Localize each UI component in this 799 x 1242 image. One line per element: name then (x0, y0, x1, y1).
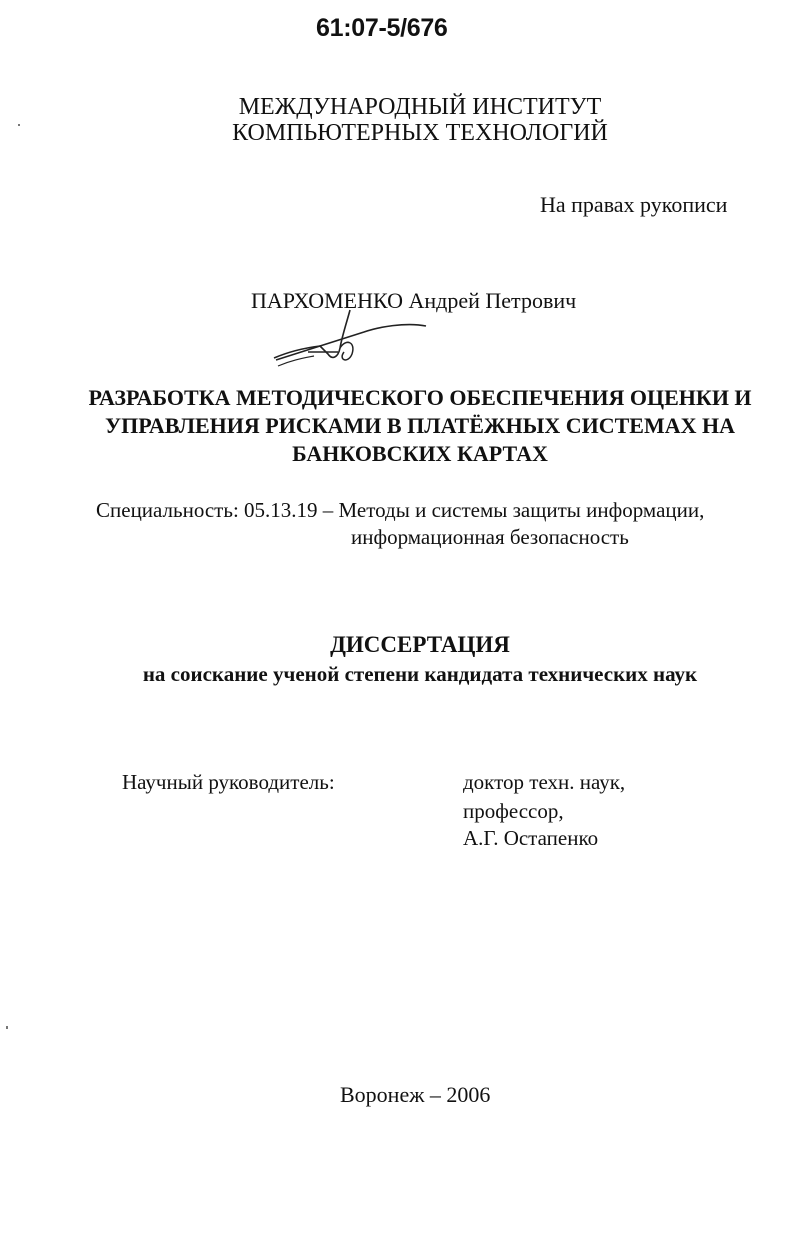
scan-speck (6, 1026, 8, 1029)
document-type: ДИССЕРТАЦИЯ (330, 632, 510, 657)
supervisor-label: Научный руководитель: (122, 770, 335, 794)
city-year: Воронеж – 2006 (340, 1082, 491, 1107)
degree-line: на соискание ученой степени кандидата технических наук (142, 662, 698, 686)
rights-note: На правах рукописи (540, 192, 728, 217)
supervisor-title: профессор, (463, 799, 564, 823)
title-line3: БАНКОВСКИХ КАРТАХ (292, 441, 548, 466)
supervisor-name: А.Г. Остапенко (463, 826, 599, 850)
dissertation-title (0, 384, 799, 468)
specialty-line2: информационная безопасность (351, 525, 629, 549)
title-line1: РАЗРАБОТКА МЕТОДИЧЕСКОГО ОБЕСПЕЧЕНИЯ ОЦЕНКИ И (88, 385, 752, 410)
catalog-number: 61:07-5/676 (316, 14, 448, 42)
specialty-line1: Специальность: 05.13.19 – Методы и системы защиты информации, (96, 498, 705, 522)
title-line2: УПРАВЛЕНИЯ РИСКАМИ В ПЛАТЁЖНЫХ СИСТЕМАХ НА (104, 413, 736, 438)
signature-image (268, 308, 438, 370)
institute-name-line1: МЕЖДУНАРОДНЫЙ ИНСТИТУТ (238, 94, 602, 120)
author-name: ПАРХОМЕНКО Андрей Петрович (251, 288, 577, 313)
scan-speck (18, 124, 20, 126)
institute-name-line2: КОМПЬЮТЕРНЫХ ТЕХНОЛОГИЙ (232, 120, 608, 146)
supervisor-degree: доктор техн. наук, (463, 770, 626, 794)
